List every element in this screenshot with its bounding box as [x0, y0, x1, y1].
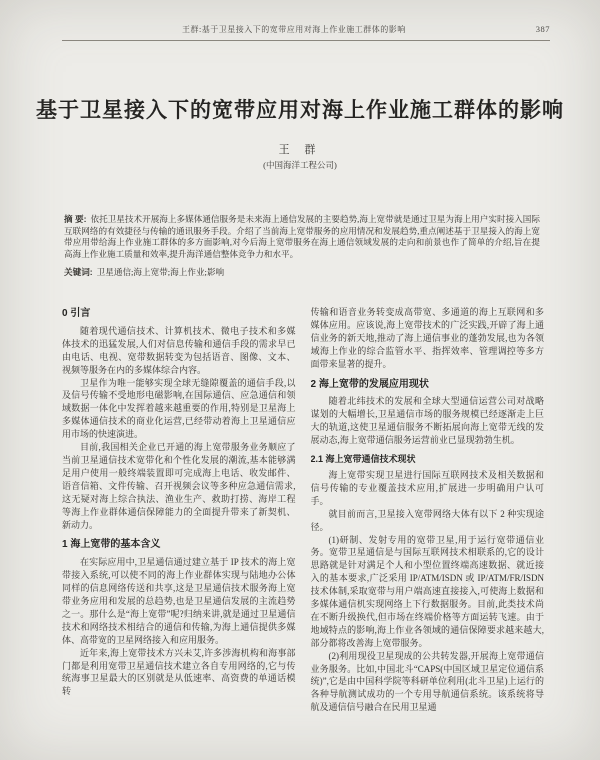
paragraph-sec21-item2: (2)利用现役卫星现成的公共转发器,开展海上宽带通信业务服务。比如,中国北斗“CAPS(中国区域卫星定位通信系统)”,它是由中国科学院等科研单位利用(北斗卫星)上运行的各种导航测试成功的一个专用导航通信系统。该系统将导航及通信信号融合在民用卫星通: [310, 650, 544, 713]
paragraph-sec21-item1: (1)研制、发射专用的宽带卫星,用于运行宽带通信业务。宽带卫星通信是与国际互联网技术相联系的,它的设计思路就是针对满足个人和小型位置终端高速数据、就近接入的基本要求,广泛采用 IP/ATM/ISDN 或 IP/ATM/FR/ISDN 技术体制,采取宽带与用户端高速直接接入,可使海上数据和多媒体通信机实现网络上下行数据服务。目前,此类技术尚在不断升级换代,但市场在终端价格等方面运转飞速。由于地域特点的影响,海上作业各领域的通信保障要求越来越大,部分都将改善海上宽带服务。: [310, 534, 544, 648]
section-heading-1: 1 海上宽带的基本含义: [62, 539, 161, 551]
abstract-block: [64, 214, 540, 286]
keywords: [64, 267, 540, 279]
section-heading-intro: 0 引言: [62, 308, 91, 319]
author-affiliation: (中国海洋工程公司): [263, 160, 337, 170]
paragraph-intro-3: 目前,我国相关企业已开通的海上宽带服务业务顺应了当前卫星通信技术宽带化和个性化发展的潮流,基本能够满足用户使用一般终端装置即可完成海上电话、收发邮件、语音信箱、文件传输、召开视频会议等多种应急通信需求,这无疑对海上综合执法、渔业生产、救助打捞、海岸工程等海上作业群体通信保障能力的全面提升带来了新契机、新动力。: [62, 442, 296, 530]
page-number: 387: [535, 24, 550, 34]
section-heading-2: 2 海上宽带的发展应用现状: [310, 378, 429, 390]
keywords-text: 卫星通信;海上宽带;海上作业;影响: [96, 267, 225, 277]
body-columns: [62, 306, 544, 748]
paragraph-intro-1: 随着现代通信技术、计算机技术、微电子技术和多媒体技术的迅猛发展,人们对信息传输和通信手段的需求早已由电话、电视、宽带数据转变为包括语音、图像、文本、视频等服务在内的多媒体综合内容。: [62, 325, 296, 375]
abstract: [64, 214, 540, 260]
paragraph-sec21-2: 就目前而言,卫星接入宽带网络大体有以下 2 种实现途径。: [310, 508, 544, 532]
paragraph-sec1-1: 在实际应用中,卫星通信通过建立基于 IP 技术的海上宽带接入系统,可以使不同的海上作业群体实现与陆地办公体同样的信息网络传送和共享,这是卫星通信技术服务海上宽带业务应用和发展的总趋势,也是卫星通信发展的主流趋势之一。那什么是“海上宽带”呢?归纳来讲,就是通过卫星通信技术和网络技术相结合的通信和传输,为海上通信提供多媒体、高带宽的卫星网络接入和应用服务。: [62, 557, 296, 645]
column-right: [311, 306, 545, 748]
column-left: [62, 306, 296, 748]
running-title: 王群:基于卫星接入下的宽带应用对海上作业施工群体的影响: [182, 25, 406, 34]
article-title: 基于卫星接入下的宽带应用对海上作业施工群体的影响: [36, 99, 564, 122]
author-name: 王 群: [278, 144, 322, 156]
paragraph-intro-2: 卫星作为唯一能够实现全球无缝隙覆盖的通信手段,以及信号传输不受地形电磁影响,在国际通信、应急通信和领域数据一体化中发挥着越来越重要的作用,特别是卫星海上多媒体通信技术的商业化运营,已经带动着海上卫星通信应用市场的快速演进。: [62, 377, 296, 440]
page-header: [62, 24, 550, 41]
paragraph-sec1-continued: 传输和语音业务转变成高带宽、多通道的海上互联网和多媒体应用。应该说,海上宽带技术的广泛实践,开辟了海上通信业务的新天地,推动了海上通信事业的蓬勃发展,也为各领域海上作业的综合监管水平、指挥效率、管理调控等多方面带来显著的提升。: [310, 307, 544, 369]
section-heading-2-1: 2.1 海上宽带通信技术现状: [310, 454, 416, 465]
paragraph-sec2-1: 随着北纬技术的发展和全球大型通信运营公司对战略谋划的大幅增长,卫星通信市场的服务规模已经逐渐走上巨大的轨道,这使卫星通信服务不断拓展向海上宽带无线的发展动态,海上宽带通信服务运营前业已显现勃勃生机。: [310, 396, 544, 446]
paragraph-sec1-2: 近年来,海上宽带技术方兴未艾,许多涉海机构和海事部门都是利用宽带卫星通信技术建立各自专用网络的,它与传统海事卫星最大的区别就是从低速率、高资费的单通话模转: [62, 647, 296, 697]
abstract-label: 摘 要:: [64, 214, 87, 224]
abstract-text: 依托卫星技术开展海上多媒体通信服务是未来海上通信发展的主要趋势,海上宽带就是通过卫星为海上用户实时接入国际互联网络的有效捷径与传输的通讯服务手段。介绍了当前海上宽带服务的应用情况和发展趋势,重点阐述基于卫星接入的海上宽带应用带给海上作业施工群体的多方面影响,对今后海上宽带服务在海上通信领域发展的走向和前景也作了简单的介绍,旨在提高海上作业施工质量和效率,提升海洋通信整体竞争力和水平。: [64, 214, 540, 259]
keywords-label: 关键词:: [64, 267, 93, 277]
paragraph-sec21-1: 海上宽带实现卫星进行国际互联网技术及相关数据和信号传输的专业覆盖技术应用,扩展进一步明确用户认可手。: [310, 469, 544, 506]
